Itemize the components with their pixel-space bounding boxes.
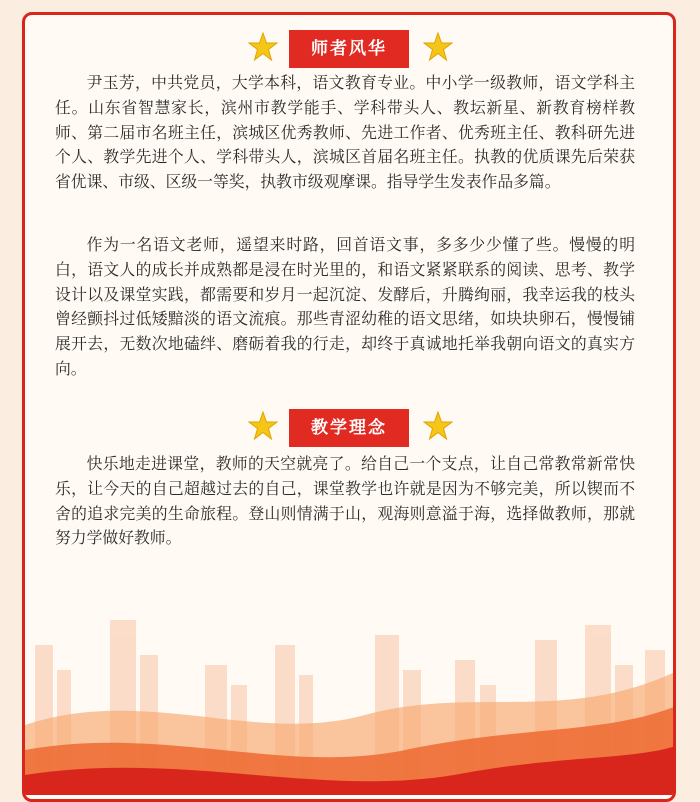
section-header-teacher-profile <box>25 30 673 70</box>
content-card <box>22 12 676 802</box>
star-icon <box>248 32 278 62</box>
city-skyline-decoration <box>25 575 676 795</box>
reflection-paragraph: 作为一名语文老师，遥望来时路，回首语文事，多多少少懂了些。慢慢的明白，语文人的成长并成熟都是浸在时光里的，和语文紧紧联系的阅读、思考、教学设计以及课堂实践，都需要和岁月一起沉淀、发酵后，升腾绚丽，我幸运我的枝头曾经颤抖过低矮黯淡的语文流痕。那些青涩幼稚的语文思绪，如块块卵石，慢慢铺展开去，无数次地磕绊、磨砺着我的行走，却终于真诚地托举我朝向语文的真实方向。 <box>55 235 635 378</box>
star-icon <box>248 411 278 441</box>
section-title: 教学理念 <box>289 409 409 447</box>
section-header-teaching-philosophy <box>25 409 673 449</box>
star-icon <box>423 32 453 62</box>
section-title: 师者风华 <box>289 30 409 68</box>
philosophy-paragraph: 快乐地走进课堂，教师的天空就亮了。给自己一个支点，让自己常教常新常快乐，让今天的自己超越过去的自己，课堂教学也许就是因为不够完美，所以锲而不舍的追求完美的生命旅程。登山则情满于山，观海则意溢于海，选择做教师，那就努力学做好教师。 <box>55 454 635 548</box>
star-icon <box>423 411 453 441</box>
profile-paragraph: 尹玉芳，中共党员，大学本科，语文教育专业。中小学一级教师，语文学科主任。山东省智慧家长，滨州市教学能手、学科带头人、教坛新星、新教育榜样教师、第二届市名班主任，滨城区优秀教师、先进工作者、优秀班主任、教科研先进个人、教学先进个人、学科带头人，滨城区首届名班主任。执教的优质课先后荣获省优课、市级、区级一等奖，执教市级观摩课。指导学生发表作品多篇。 <box>55 73 635 192</box>
